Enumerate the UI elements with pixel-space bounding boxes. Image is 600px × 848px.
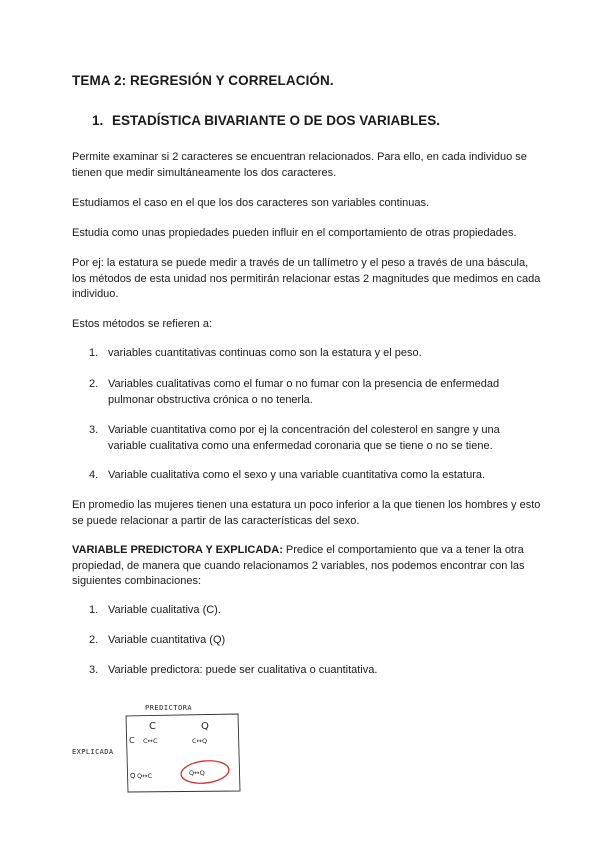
sketch-cell-cc: C↔C xyxy=(143,737,158,745)
sketch-col-c: C xyxy=(149,721,156,732)
page-title: TEMA 2: REGRESIÓN Y CORRELACIÓN. xyxy=(72,73,334,88)
sketch-col-q: Q xyxy=(201,721,209,732)
list-item-text: Variables cualitativas como el fumar o no fumar con la presencia de enfermedad pulmonar obstructiva crónica o no tenerla. xyxy=(108,378,500,406)
list-item xyxy=(89,346,529,362)
list-item-text: Variable cualitativa como el sexo y una variable cuantitativa como la estatura. xyxy=(108,469,486,481)
list-item xyxy=(89,377,529,408)
list-item-text: variables cuantitativas continuas como son la estatura y el peso. xyxy=(108,347,422,359)
paragraph-intro: Permite examinar si 2 caracteres se encuentran relacionados. Para ello, en cada individuo se tienen que medir simultáneamente los dos caracteres. xyxy=(72,151,527,179)
paragraph-properties: Estudia como unas propiedades pueden influir en el comportamiento de otras propiedades. xyxy=(72,227,517,239)
paragraph-example: Por ej: la estatura se puede medir a través de un tallímetro y el peso a través de una báscula, los métodos de esta unidad nos permitirán relacionar estas 2 magnitudes que medimos en cada individuo. xyxy=(72,257,541,300)
list-item-number: 1. xyxy=(89,604,99,616)
list-item xyxy=(89,423,529,454)
sketch-cell-qq: Q↔Q xyxy=(189,769,205,777)
list-item-number: 3. xyxy=(89,664,99,676)
list-item-text: Variable predictora: puede ser cualitativa o cuantitativa. xyxy=(108,664,378,676)
predictor-heading: VARIABLE PREDICTORA Y EXPLICADA: xyxy=(72,544,283,556)
paragraph-methods: Estos métodos se refieren a: xyxy=(72,318,213,330)
list-item xyxy=(89,663,529,679)
list-item-number: 2. xyxy=(89,378,99,390)
list-item-number: 2. xyxy=(89,634,99,646)
list-item xyxy=(89,603,529,619)
section-title: ESTADÍSTICA BIVARIANTE O DE DOS VARIABLES. xyxy=(112,113,441,128)
list-item-number: 3. xyxy=(89,424,99,436)
list-item xyxy=(89,468,529,484)
predictor-text: Predice el comportamiento que va a tener la otra propiedad, de manera que cuando relacionamos 2 variables, nos podemos encontrar con las siguientes combinaciones: xyxy=(72,544,525,587)
list-item xyxy=(89,633,529,649)
list-item-text: Variable cuantitativa como por ej la concentración del colesterol en sangre y una variable cualitativa como una enfermedad coronaria que se tiene o no se tiene. xyxy=(108,424,500,452)
sketch-cell-qc: Q↔C xyxy=(137,772,153,780)
sketch-box xyxy=(126,714,240,792)
sketch-row-q: Q xyxy=(130,772,136,780)
sketch-cell-cq: C↔Q xyxy=(192,737,208,745)
sketch-predictora-label: PREDICTORA xyxy=(145,704,193,712)
list-item-number: 4. xyxy=(89,469,99,481)
paragraph-continuous: Estudiamos el caso en el que los dos caracteres son variables continuas. xyxy=(72,197,430,209)
sketch-highlight-circle xyxy=(180,759,230,786)
sketch-explicada-label: EXPLICADA xyxy=(72,748,114,756)
paragraph-average: En promedio las mujeres tienen una estatura un poco inferior a la que tienen los hombres y esto se puede relacionar a partir de las características del sexo. xyxy=(72,499,541,527)
handwritten-sketch xyxy=(70,690,250,800)
section-heading xyxy=(92,113,440,128)
list-item-text: Variable cuantitativa (Q) xyxy=(108,634,226,646)
section-number: 1. xyxy=(92,113,104,128)
paragraph-predictor xyxy=(72,543,542,590)
list-item-text: Variable cualitativa (C). xyxy=(108,604,221,616)
list-item-number: 1. xyxy=(89,347,99,359)
sketch-row-c: C xyxy=(129,736,135,745)
